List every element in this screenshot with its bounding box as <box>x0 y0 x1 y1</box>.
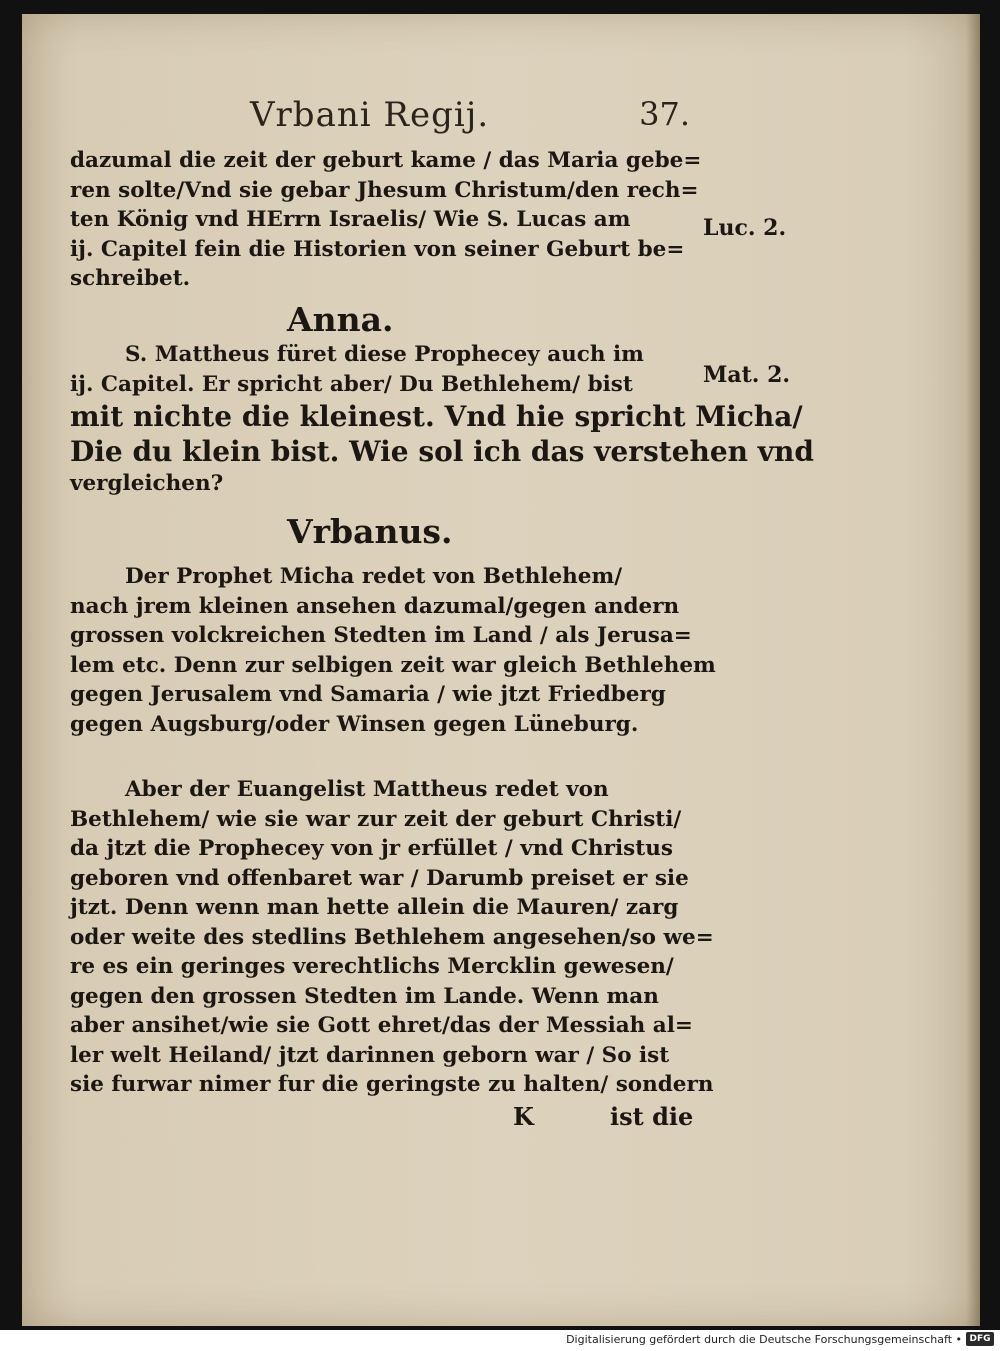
signature-mark: K <box>513 1102 534 1131</box>
text-line: grossen volckreichen Stedten im Land / als Jerusa= <box>70 623 692 648</box>
text-line: sie furwar nimer fur die geringste zu halten/ sondern <box>70 1072 714 1097</box>
text-line: ten König vnd HErrn Israelis/ Wie S. Lucas am <box>70 207 631 232</box>
text-line: gegen Augsburg/oder Winsen gegen Lüneburg. <box>70 711 639 737</box>
dfg-logo-icon: DFG <box>966 1332 994 1346</box>
footer-bar <box>0 1330 1000 1351</box>
page-number: 37. <box>639 95 690 133</box>
text-line: ij. Capitel. Er spricht aber/ Du Bethlehem/ bist <box>70 371 633 397</box>
catchword: ist die <box>610 1102 694 1131</box>
text-line: gegen Jerusalem vnd Samaria / wie jtzt Friedberg <box>70 682 666 707</box>
text-line: oder weite des stedlins Bethlehem angesehen/so we= <box>70 924 714 950</box>
text-line: re es ein geringes verechtlichs Mercklin gewesen/ <box>70 954 674 979</box>
text-line: ler welt Heiland/ jtzt darinnen geborn war / So ist <box>70 1042 670 1068</box>
text-line: aber ansihet/wie sie Gott ehret/das der Messiah al= <box>70 1013 693 1038</box>
paragraph-intro <box>70 146 702 294</box>
heading-urbanus: Vrbanus. <box>287 512 453 551</box>
heading-anna: Anna. <box>287 300 394 339</box>
footer-credit: Digitalisierung gefördert durch die Deutsche Forschungsgemeinschaft • <box>566 1333 962 1346</box>
text-line: geboren vnd offenbaret war / Darumb preiset er sie <box>70 865 689 891</box>
text-line: lem etc. Denn zur selbigen zeit war gleich Bethlehem <box>70 652 716 678</box>
text-line: Aber der Euangelist Mattheus redet von <box>125 777 609 802</box>
text-line: dazumal die zeit der geburt kame / das Maria gebe= <box>70 148 702 173</box>
margin-note-luc: Luc. 2. <box>703 215 787 241</box>
running-title: Vrbani Regij. <box>250 95 490 135</box>
text-line: ren solte/Vnd sie gebar Jhesum Christum/den rech= <box>70 177 699 203</box>
text-line: Die du klein bist. Wie sol ich das verstehen vnd <box>70 435 814 468</box>
text-line: ij. Capitel fein die Historien von seiner Geburt be= <box>70 236 685 262</box>
text-line: Der Prophet Micha redet von Bethlehem/ <box>125 564 623 589</box>
text-line: jtzt. Denn wenn man hette allein die Mauren/ zarg <box>70 895 679 920</box>
text-line: vergleichen? <box>70 471 224 496</box>
page-edge-shadow <box>966 14 980 1326</box>
page-header <box>250 95 690 135</box>
paragraph-urbanus-2 <box>70 775 714 1100</box>
paragraph-urbanus-1 <box>70 562 716 739</box>
text-line: mit nichte die kleinest. Vnd hie spricht Micha/ <box>70 400 803 433</box>
text-line: S. Mattheus füret diese Prophecey auch im <box>125 342 644 367</box>
text-line: Bethlehem/ wie sie war zur zeit der geburt Christi/ <box>70 806 682 832</box>
text-line: nach jrem kleinen ansehen dazumal/gegen andern <box>70 593 680 619</box>
text-line: schreibet. <box>70 266 191 291</box>
text-line: da jtzt die Prophecey von jr erfüllet / vnd Christus <box>70 836 673 861</box>
margin-note-mat: Mat. 2. <box>703 362 791 388</box>
text-line: gegen den grossen Stedten im Lande. Wenn man <box>70 983 659 1009</box>
